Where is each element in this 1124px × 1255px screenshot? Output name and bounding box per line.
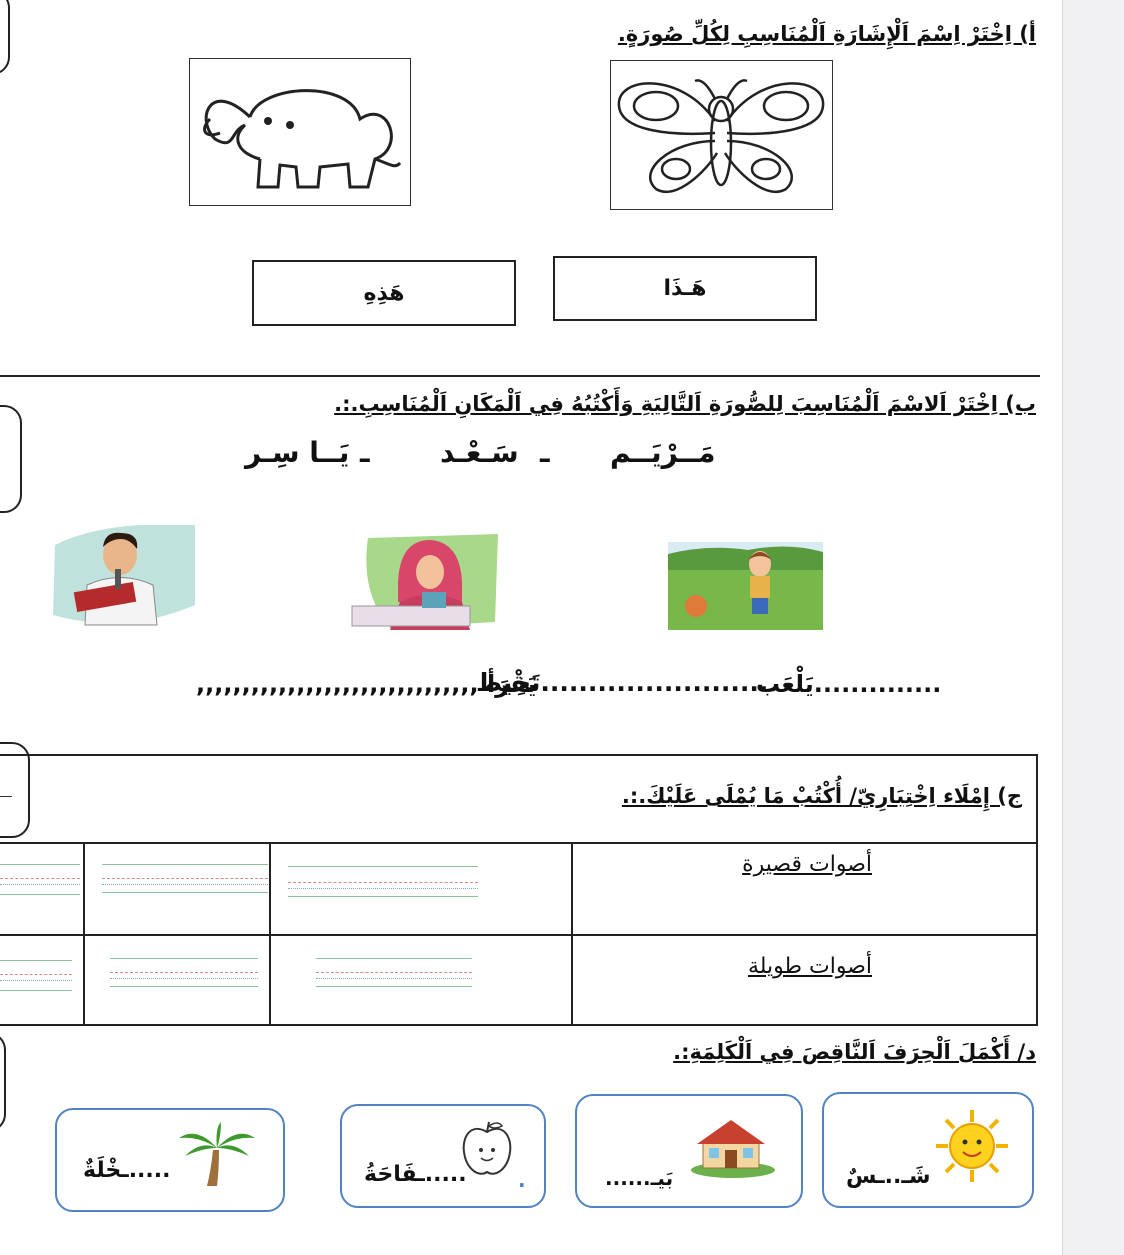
section-c-heading: ج) إِمْلَاء اِخْتِبَارِيّ/ أُكْتُبْ مَا يُمْلَى عَلَيْكَ.:. (621, 784, 1022, 808)
table-col-divider (571, 842, 573, 1026)
option-label: هَـذَا (663, 276, 707, 301)
writing-guide-line (102, 892, 268, 893)
writing-guide-line (110, 972, 258, 973)
blank-takheet[interactable]: ........................تَخِيط (476, 668, 769, 697)
writing-guide-line (0, 894, 80, 895)
name-saad: سَـعْـد (440, 436, 519, 469)
option-label: هَذِهِ (363, 280, 405, 306)
elephant-icon (190, 59, 408, 203)
page-margin (1062, 0, 1124, 1255)
option-box-hadhihi[interactable] (252, 260, 516, 326)
man-reading-icon (45, 525, 197, 627)
table-header-divider (0, 842, 1036, 844)
house-icon (689, 1116, 777, 1178)
writing-guide-line (316, 978, 472, 979)
option-box-hadha[interactable] (553, 256, 817, 321)
row-label-short-sounds: أصوات قصيرة (742, 852, 872, 877)
word-box-apple[interactable] (340, 1104, 546, 1208)
writing-guide-line (110, 958, 258, 959)
writing-guide-line (0, 884, 80, 885)
word-palm: .....ـخْلَةٌ (83, 1158, 171, 1183)
section-d-heading: د/ أَكْمَلَ اَلْحِرَفَ اَلنَّاقِصَ فِي اَلْكَلِمَةِ:. (673, 1040, 1036, 1064)
woman-sewing-icon (350, 532, 500, 630)
score-tab (0, 1032, 6, 1132)
word-box-palm[interactable] (55, 1108, 285, 1212)
woman-sewing-picture (350, 532, 500, 630)
name-yasser: يَــا سِـر (245, 436, 350, 469)
score-tab (0, 405, 22, 513)
elephant-picture (189, 58, 411, 206)
name-maryam: مَــرْيَــم (610, 436, 716, 469)
word-apple: .....ـفَاحَةُ (364, 1162, 467, 1187)
butterfly-picture (610, 60, 833, 210)
stray-dot: . (518, 1168, 526, 1192)
section-a-heading: أ) اِخْتَرْ اِسْمَ اَلْإِشَارَةِ اَلْمُنَاسِبِ لِكُلِّ صُورَةٍ. (617, 22, 1036, 46)
word-box-sun[interactable] (822, 1092, 1034, 1208)
writing-guide-line (102, 864, 268, 865)
blank-yaqra[interactable]: يَقْرَأ ,,,,,,,,,,,,,,,,,,,,,,,,,,,,,,, (196, 670, 537, 698)
writing-guide-line (0, 990, 72, 991)
table-row-divider (0, 934, 1036, 936)
table-col-divider (269, 842, 271, 1026)
sun-icon (934, 1108, 1010, 1184)
names-row (240, 432, 730, 476)
section-b-heading: ب) اِخْتَرْ اَلاسْمَ اَلْمُنَاسِبَ لِلصُّورَةِ اَلتَّالِيَةِ وَأَكْتُبُهُ فِي اَلْمَكَانِ اَلْمُنَاسِبِ.:. (334, 392, 1036, 416)
butterfly-icon (611, 61, 830, 207)
writing-guide-line (102, 878, 268, 879)
writing-guide-line (288, 888, 478, 889)
writing-guide-line (288, 866, 478, 867)
word-box-house[interactable] (575, 1094, 803, 1208)
writing-guide-line (316, 986, 472, 987)
writing-guide-line (0, 864, 80, 865)
palm-tree-icon (177, 1120, 257, 1188)
writing-guide-line (316, 972, 472, 973)
boy-playing-icon (668, 542, 823, 630)
blank-yalab[interactable]: ..............يَلْعَب (756, 670, 942, 698)
word-house: بَيـ...... (605, 1166, 674, 1190)
writing-guide-line (316, 958, 472, 959)
score-tab (0, 0, 10, 75)
writing-guide-line (288, 896, 478, 897)
writing-guide-line (102, 884, 268, 885)
section-divider (0, 375, 1040, 377)
writing-guide-line (110, 986, 258, 987)
man-reading-picture (45, 525, 197, 627)
table-col-divider (83, 842, 85, 1026)
word-sun: شَـ..ـسٌ (846, 1164, 931, 1189)
writing-guide-line (110, 978, 258, 979)
apple-icon (460, 1118, 514, 1180)
row-label-long-sounds: أصوات طويلة (747, 954, 872, 979)
writing-guide-line (0, 960, 72, 961)
separator: ـ (540, 436, 550, 469)
boy-playing-picture (668, 542, 823, 630)
writing-guide-line (0, 974, 72, 975)
writing-guide-line (0, 878, 80, 879)
separator: ـ (360, 436, 370, 469)
writing-guide-line (288, 882, 478, 883)
writing-guide-line (0, 980, 72, 981)
